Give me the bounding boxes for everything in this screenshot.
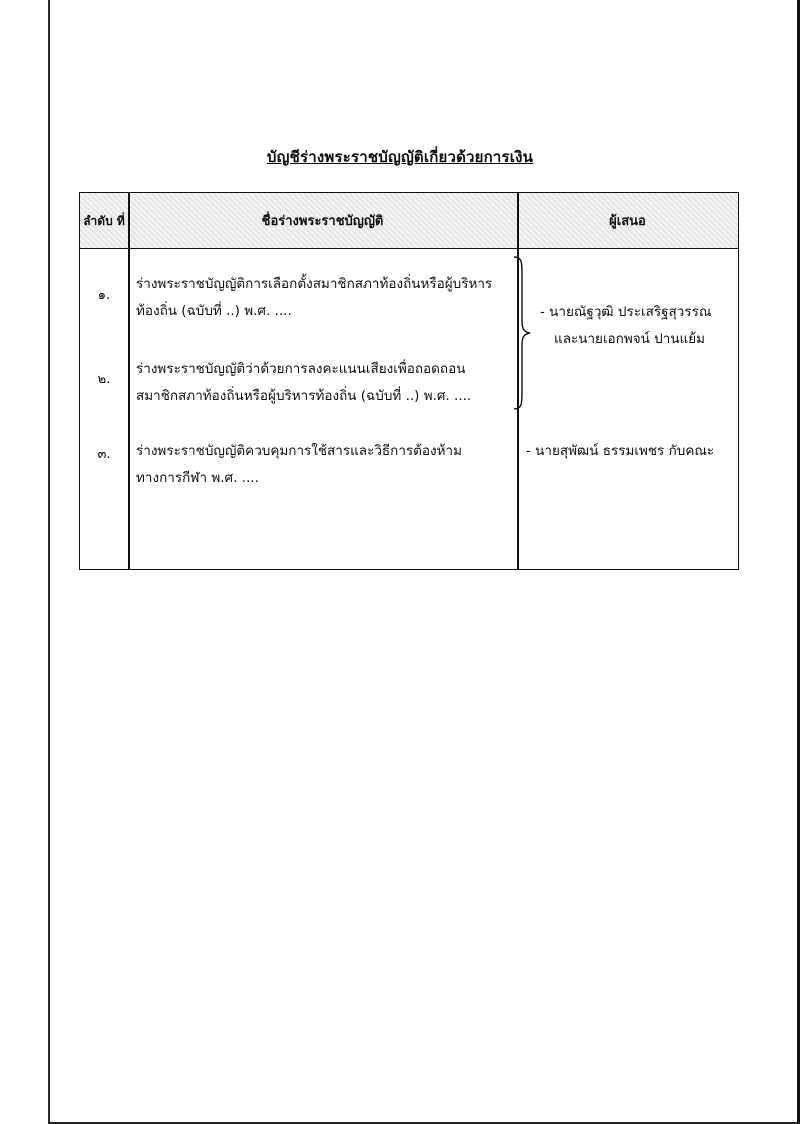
row-3-number: ๓. (97, 447, 111, 462)
row-1-bill-line-1: ร่างพระราชบัญญัติการเลือกตั้งสมาชิกสภาท้องถิ่นหรือผู้บริหาร (136, 276, 493, 292)
row-3-bill (136, 438, 516, 492)
row-2-bill (136, 356, 516, 410)
header-proposer: ผู้เสนอ (609, 213, 646, 229)
row-2-number: ๒. (97, 372, 111, 387)
row-1-bill-line-2: ท้องถิ่น (ฉบับที่ ..) พ.ศ. .... (136, 303, 292, 319)
proposer-line-1: - นายณัฐวุฒิ ประเสริฐสุวรรณ (540, 304, 712, 320)
header-bill-name: ชื่อร่างพระราชบัญญัติ (261, 213, 384, 229)
document-title: บัญชีร่างพระราชบัญญัติเกี่ยวด้วยการเงิน (266, 148, 534, 166)
proposer-group-1-2 (540, 299, 711, 353)
row-1-bill (136, 271, 516, 325)
row-3-bill-line-1: ร่างพระราชบัญญัติควบคุมการใช้สารและวิธีการต้องห้าม (136, 443, 462, 459)
row-1-number: ๑. (97, 288, 111, 303)
proposer-line-2: และนายเอกพจน์ ปานแย้ม (554, 331, 706, 347)
row-2-bill-line-1: ร่างพระราชบัญญัติว่าด้วยการลงคะแนนเสียงเพื่อถอดถอน (136, 361, 466, 377)
proposer-row-3: - นายสุพัฒน์ ธรรมเพชร กับคณะ (526, 443, 715, 459)
row-2-bill-line-2: สมาชิกสภาท้องถิ่นหรือผู้บริหารท้องถิ่น (ฉบับที่ ..) พ.ศ. .... (136, 388, 472, 404)
bill-table (79, 192, 739, 570)
curly-brace-icon (512, 255, 532, 411)
row-3-bill-line-2: ทางการกีฬา พ.ศ. .... (136, 470, 259, 486)
table-header-row (80, 193, 738, 249)
column-divider (128, 193, 130, 569)
header-number: ลำดับ ที่ (83, 213, 125, 228)
